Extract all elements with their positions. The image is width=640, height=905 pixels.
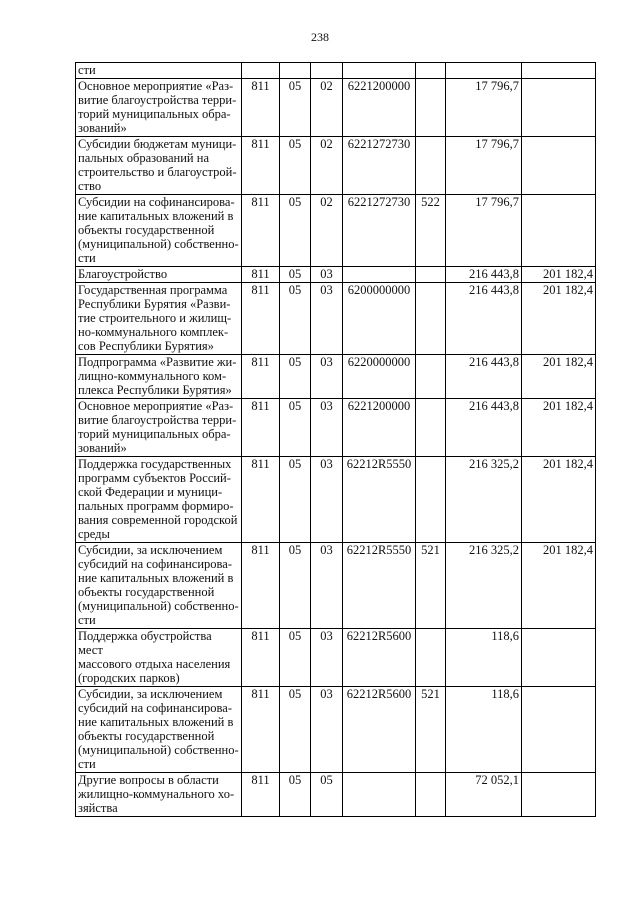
ministry-code-cell-text: 811	[251, 629, 270, 643]
amount-year2-cell-text: 201 182,4	[543, 267, 593, 281]
table-row	[76, 355, 596, 399]
subsection-code-cell	[311, 63, 343, 79]
target-article-cell	[343, 355, 416, 399]
ministry-code-cell	[242, 63, 280, 79]
name-cell	[76, 283, 242, 355]
amount-year2-cell-text: 201 182,4	[543, 457, 593, 471]
section-code-cell	[280, 79, 311, 137]
ministry-code-cell-text: 811	[251, 137, 270, 151]
amount-year1-cell-text: 216 325,2	[469, 543, 519, 557]
name-cell-text: Другие вопросы в области жилищно-коммунального хо- зяйства	[78, 773, 235, 815]
amount-year2-cell	[522, 267, 596, 283]
target-article-cell	[343, 137, 416, 195]
subsection-code-cell-text: 03	[320, 629, 333, 643]
section-code-cell	[280, 687, 311, 773]
ministry-code-cell-text: 811	[251, 399, 270, 413]
target-article-cell	[343, 63, 416, 79]
section-code-cell-text: 05	[288, 283, 302, 297]
ministry-code-cell	[242, 543, 280, 629]
expense-type-cell-text: 521	[421, 543, 440, 557]
table-row	[76, 267, 596, 283]
target-article-cell-text: 6220000000	[347, 355, 411, 369]
amount-year1-cell	[446, 79, 522, 137]
amount-year2-cell-text: 201 182,4	[543, 399, 593, 413]
budget-table	[75, 62, 596, 817]
subsection-code-cell	[311, 267, 343, 283]
name-cell-text: Благоустройство	[78, 267, 168, 281]
amount-year2-cell	[522, 355, 596, 399]
target-article-cell	[343, 267, 416, 283]
amount-year1-cell	[446, 63, 522, 79]
name-cell	[76, 687, 242, 773]
target-article-cell	[343, 687, 416, 773]
page-number: 238	[311, 30, 329, 44]
target-article-cell	[343, 457, 416, 543]
name-cell	[76, 629, 242, 687]
name-cell-text: Субсидии, за исключением субсидий на софинансирова- ние капитальных вложений в объекты государственной (муниципальной) собственно- сти	[78, 543, 239, 627]
amount-year1-cell-text: 216 443,8	[469, 283, 519, 297]
expense-type-cell	[416, 63, 446, 79]
expense-type-cell	[416, 687, 446, 773]
name-cell	[76, 137, 242, 195]
amount-year2-cell	[522, 773, 596, 817]
section-code-cell	[280, 629, 311, 687]
subsection-code-cell	[311, 399, 343, 457]
ministry-code-cell	[242, 283, 280, 355]
ministry-code-cell	[242, 137, 280, 195]
amount-year2-cell	[522, 195, 596, 267]
section-code-cell-text: 05	[288, 399, 302, 413]
table-row	[76, 137, 596, 195]
table-row	[76, 543, 596, 629]
amount-year1-cell	[446, 267, 522, 283]
target-article-cell-text: 6221200000	[347, 79, 411, 93]
amount-year1-cell	[446, 687, 522, 773]
table-row	[76, 773, 596, 817]
ministry-code-cell	[242, 267, 280, 283]
table-row	[76, 79, 596, 137]
amount-year2-cell-text: 201 182,4	[543, 283, 593, 297]
amount-year1-cell-text: 118,6	[491, 629, 519, 643]
amount-year1-cell	[446, 355, 522, 399]
name-cell	[76, 63, 242, 79]
amount-year2-cell	[522, 79, 596, 137]
name-cell	[76, 355, 242, 399]
section-code-cell-text: 05	[288, 687, 302, 701]
target-article-cell-text: 6221272730	[347, 195, 411, 209]
subsection-code-cell-text: 02	[320, 79, 333, 93]
section-code-cell	[280, 267, 311, 283]
subsection-code-cell-text: 03	[320, 355, 333, 369]
section-code-cell	[280, 195, 311, 267]
expense-type-cell	[416, 543, 446, 629]
section-code-cell	[280, 399, 311, 457]
section-code-cell	[280, 773, 311, 817]
amount-year1-cell-text: 17 796,7	[475, 79, 519, 93]
target-article-cell	[343, 399, 416, 457]
name-cell	[76, 773, 242, 817]
section-code-cell-text: 05	[288, 773, 302, 787]
target-article-cell-text: 62212R5600	[346, 629, 412, 643]
table-row	[76, 195, 596, 267]
ministry-code-cell	[242, 79, 280, 137]
expense-type-cell	[416, 773, 446, 817]
section-code-cell	[280, 355, 311, 399]
amount-year1-cell-text: 17 796,7	[475, 137, 519, 151]
amount-year1-cell	[446, 283, 522, 355]
expense-type-cell	[416, 79, 446, 137]
amount-year1-cell-text: 17 796,7	[475, 195, 519, 209]
name-cell-text: Субсидии, за исключением субсидий на софинансирова- ние капитальных вложений в объекты государственной (муниципальной) собственно- сти	[78, 687, 239, 771]
table-row	[76, 399, 596, 457]
subsection-code-cell	[311, 355, 343, 399]
name-cell	[76, 543, 242, 629]
subsection-code-cell-text: 03	[320, 283, 333, 297]
name-cell-text: Государственная программа Республики Бурятия «Разви- тие строительного и жилищ- но-коммунального комплек- сов Республики Бурятия»	[78, 283, 232, 353]
name-cell-text: сти	[78, 63, 96, 77]
ministry-code-cell-text: 811	[251, 687, 270, 701]
target-article-cell	[343, 543, 416, 629]
ministry-code-cell-text: 811	[251, 543, 270, 557]
amount-year1-cell	[446, 543, 522, 629]
subsection-code-cell-text: 03	[320, 687, 333, 701]
expense-type-cell	[416, 355, 446, 399]
subsection-code-cell-text: 03	[320, 267, 333, 281]
target-article-cell	[343, 195, 416, 267]
amount-year1-cell-text: 216 325,2	[469, 457, 519, 471]
subsection-code-cell	[311, 543, 343, 629]
ministry-code-cell	[242, 355, 280, 399]
subsection-code-cell	[311, 629, 343, 687]
section-code-cell-text: 05	[288, 457, 302, 471]
target-article-cell	[343, 79, 416, 137]
ministry-code-cell	[242, 195, 280, 267]
section-code-cell	[280, 283, 311, 355]
expense-type-cell	[416, 137, 446, 195]
target-article-cell-text: 6221272730	[347, 137, 411, 151]
subsection-code-cell-text: 03	[320, 399, 333, 413]
ministry-code-cell-text: 811	[251, 457, 270, 471]
ministry-code-cell	[242, 687, 280, 773]
subsection-code-cell-text: 02	[320, 137, 333, 151]
name-cell-text: Субсидии на софинансирова- ние капитальных вложений в объекты государственной (муниципальной) собственно- сти	[78, 195, 239, 265]
name-cell-text: Основное мероприятие «Раз- витие благоустройства терри- торий муниципальных обра- зований»	[78, 399, 237, 455]
ministry-code-cell-text: 811	[251, 267, 270, 281]
name-cell	[76, 267, 242, 283]
section-code-cell-text: 05	[288, 195, 302, 209]
section-code-cell-text: 05	[288, 137, 302, 151]
section-code-cell-text: 05	[288, 79, 302, 93]
subsection-code-cell-text: 03	[320, 543, 333, 557]
amount-year1-cell-text: 216 443,8	[469, 267, 519, 281]
amount-year1-cell-text: 216 443,8	[469, 399, 519, 413]
name-cell-text: Основное мероприятие «Раз- витие благоустройства терри- торий муниципальных обра- зований»	[78, 79, 237, 135]
section-code-cell	[280, 457, 311, 543]
target-article-cell-text: 62212R5550	[346, 457, 412, 471]
name-cell-text: Субсидии бюджетам муници- пальных образований на строительство и благоустрой- ство	[78, 137, 237, 193]
ministry-code-cell	[242, 629, 280, 687]
expense-type-cell	[416, 457, 446, 543]
subsection-code-cell-text: 02	[320, 195, 333, 209]
expense-type-cell	[416, 399, 446, 457]
name-cell-text: Поддержка обустройства мест массового отдыха населения (городских парков)	[78, 629, 231, 685]
table-row	[76, 63, 596, 79]
amount-year1-cell-text: 118,6	[491, 687, 519, 701]
amount-year1-cell	[446, 773, 522, 817]
name-cell-text: Подпрограмма «Развитие жи- лищно-коммунального ком- плекса Республики Бурятия»	[78, 355, 237, 397]
name-cell	[76, 399, 242, 457]
target-article-cell-text: 62212R5550	[346, 543, 412, 557]
section-code-cell-text: 05	[288, 267, 302, 281]
target-article-cell	[343, 629, 416, 687]
target-article-cell	[343, 283, 416, 355]
ministry-code-cell	[242, 399, 280, 457]
table-row	[76, 457, 596, 543]
table-row	[76, 687, 596, 773]
subsection-code-cell	[311, 773, 343, 817]
target-article-cell-text: 62212R5600	[346, 687, 412, 701]
name-cell	[76, 79, 242, 137]
amount-year1-cell	[446, 399, 522, 457]
section-code-cell-text: 05	[288, 543, 302, 557]
subsection-code-cell-text: 03	[320, 457, 333, 471]
expense-type-cell	[416, 195, 446, 267]
amount-year2-cell	[522, 629, 596, 687]
expense-type-cell-text: 522	[421, 195, 440, 209]
ministry-code-cell-text: 811	[251, 195, 270, 209]
ministry-code-cell-text: 811	[251, 355, 270, 369]
subsection-code-cell	[311, 457, 343, 543]
section-code-cell-text: 05	[288, 629, 302, 643]
amount-year2-cell-text: 201 182,4	[543, 543, 593, 557]
subsection-code-cell	[311, 137, 343, 195]
amount-year2-cell	[522, 399, 596, 457]
amount-year2-cell	[522, 137, 596, 195]
subsection-code-cell	[311, 687, 343, 773]
amount-year2-cell	[522, 457, 596, 543]
name-cell-text: Поддержка государственных программ субъектов Россий- ской Федерации и муници- пальных программ формиро- вания современной городской среды	[78, 457, 238, 541]
ministry-code-cell-text: 811	[251, 79, 270, 93]
amount-year1-cell	[446, 629, 522, 687]
ministry-code-cell	[242, 457, 280, 543]
ministry-code-cell-text: 811	[251, 283, 270, 297]
amount-year1-cell-text: 216 443,8	[469, 355, 519, 369]
amount-year2-cell	[522, 687, 596, 773]
subsection-code-cell	[311, 195, 343, 267]
expense-type-cell	[416, 283, 446, 355]
target-article-cell	[343, 773, 416, 817]
table-row	[76, 283, 596, 355]
expense-type-cell	[416, 629, 446, 687]
amount-year2-cell	[522, 63, 596, 79]
amount-year1-cell	[446, 457, 522, 543]
table-row	[76, 629, 596, 687]
name-cell	[76, 195, 242, 267]
subsection-code-cell	[311, 79, 343, 137]
target-article-cell-text: 6200000000	[347, 283, 411, 297]
amount-year2-cell	[522, 283, 596, 355]
amount-year1-cell-text: 72 052,1	[475, 773, 519, 787]
expense-type-cell	[416, 267, 446, 283]
name-cell	[76, 457, 242, 543]
target-article-cell-text: 6221200000	[347, 399, 411, 413]
amount-year1-cell	[446, 137, 522, 195]
subsection-code-cell	[311, 283, 343, 355]
ministry-code-cell	[242, 773, 280, 817]
subsection-code-cell-text: 05	[320, 773, 333, 787]
expense-type-cell-text: 521	[421, 687, 440, 701]
ministry-code-cell-text: 811	[251, 773, 270, 787]
amount-year2-cell-text: 201 182,4	[543, 355, 593, 369]
section-code-cell	[280, 543, 311, 629]
amount-year1-cell	[446, 195, 522, 267]
section-code-cell	[280, 137, 311, 195]
section-code-cell-text: 05	[288, 355, 302, 369]
amount-year2-cell	[522, 543, 596, 629]
section-code-cell	[280, 63, 311, 79]
